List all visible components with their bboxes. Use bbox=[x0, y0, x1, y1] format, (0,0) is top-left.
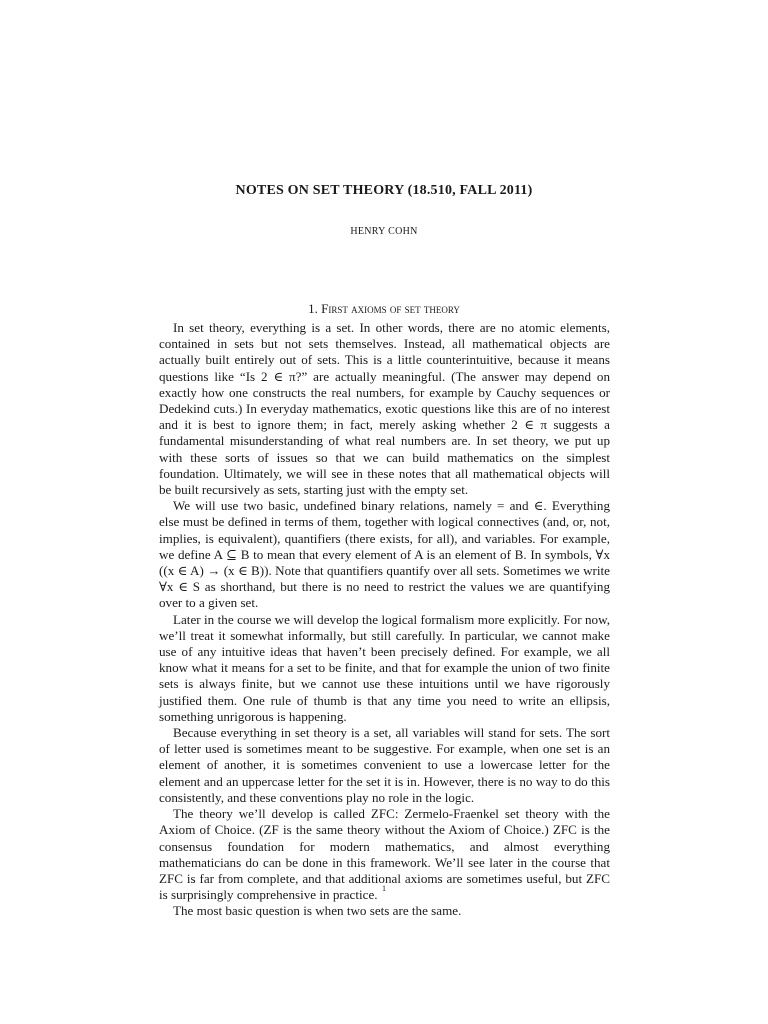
section-heading bbox=[0, 301, 768, 317]
section-title: First axioms of set theory bbox=[321, 301, 460, 316]
page-number: 1 bbox=[382, 884, 386, 893]
paragraph-2: We will use two basic, undefined binary relations, namely = and ∈. Everything else must be defined in terms of them, together with logical connectives (and, or, not, implies, is equivalent), quantifiers (there exists, for all), and variables. For example, we define A ⊆ B to mean that every element of A is an element of B. In symbols, ∀x ((x ∈ A) → (x ∈ B)). Note that quantifiers quantify over all sets. Sometimes we write ∀x ∈ S as shorthand, but there is no need to restrict the values we are quantifying over to a given set. bbox=[159, 498, 610, 611]
section-number: 1. bbox=[308, 301, 318, 316]
paragraph-6: The most basic question is when two sets are the same. bbox=[173, 903, 462, 919]
paper-title: NOTES ON SET THEORY (18.510, FALL 2011) bbox=[235, 183, 533, 198]
body-text bbox=[159, 320, 610, 920]
paragraph-3: Later in the course we will develop the logical formalism more explicitly. For now, we’ll treat it somewhat informally, but still carefully. In particular, we cannot make use of any intuitive ideas that haven’t been precisely defined. For example, we all know what it means for a set to be finite, and that for example the union of two finite sets is always finite, but we cannot use these intuitions until we have rigorously justified them. One rule of thumb is that any time you need to write an ellipsis, something unrigorous is happening. bbox=[159, 611, 610, 724]
paper-author: HENRY COHN bbox=[350, 226, 418, 237]
paragraph-4: Because everything in set theory is a set, all variables will stand for sets. The sort of letter used is sometimes meant to be suggestive. For example, when one set is an element of another, it is sometimes convenient to use a lowercase letter for the element and an uppercase letter for the set it is in. However, there is no way to do this consistently, and these conventions play no role in the logic. bbox=[159, 725, 610, 805]
paragraph-1: In set theory, everything is a set. In other words, there are no atomic elements, contained in sets but not sets themselves. Instead, all mathematical objects are actually built entirely out of sets. This is a little counterintuitive, because it means questions like “Is 2 ∈ π?” are actually meaningful. (The answer may depend on exactly how one constructs the real numbers, for example by Cauchy sequences or Dedekind cuts.) In everyday mathematics, exotic questions like this are of no interest and it is best to ignore them; in fact, merely asking whether 2 ∈ π suggests a fundamental misunderstanding of what real numbers are. In set theory, we put up with these sorts of issues so that we can build mathematics on the simplest foundation. Ultimately, we will see in these notes that all mathematical objects will be built recursively as sets, starting just with the empty set. bbox=[159, 320, 610, 498]
paragraph-5: The theory we’ll develop is called ZFC: Zermelo-Fraenkel set theory with the Axiom of Choice. (ZF is the same theory without the Axiom of Choice.) ZFC is the consensus foundation for modern mathematics, and almost everything mathematicians do can be done in this framework. We’ll see later in the course that ZFC is far from complete, and that additional axioms are sometimes useful, but ZFC is surprisingly comprehensive in practice. bbox=[159, 806, 610, 903]
